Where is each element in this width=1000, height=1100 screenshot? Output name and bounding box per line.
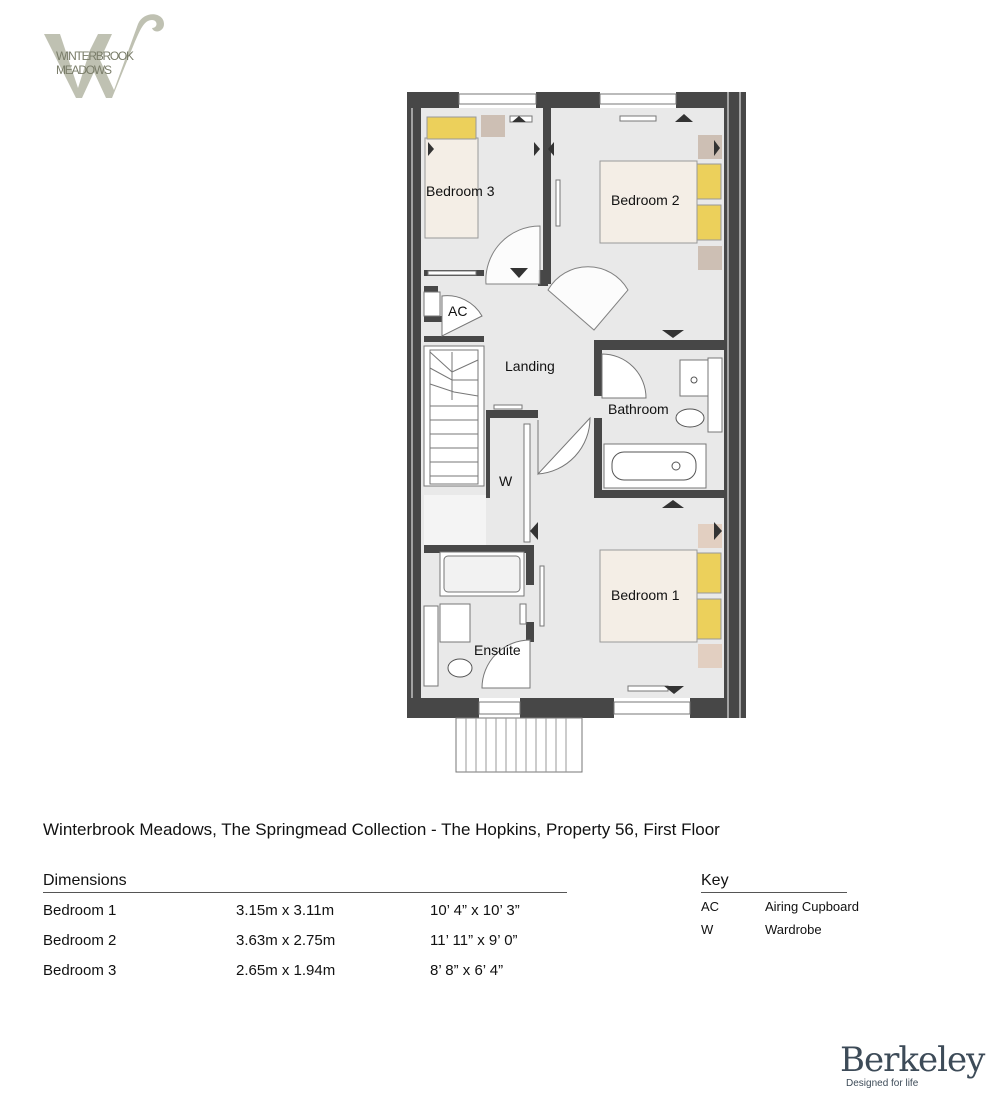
key-abbr: W	[701, 922, 714, 937]
dimensions-heading: Dimensions	[43, 872, 127, 889]
key-item	[701, 922, 941, 940]
key-desc: Airing Cupboard	[765, 899, 859, 914]
bedroom1-side-table-bottom	[698, 644, 722, 668]
staircase	[424, 346, 484, 486]
dimensions-divider	[43, 892, 567, 893]
dimension-imperial: 10’ 4” x 10’ 3”	[430, 902, 520, 919]
room-label-landing: Landing	[505, 358, 555, 374]
dimension-room: Bedroom 1	[43, 902, 117, 919]
brand-tagline: Designed for life	[846, 1078, 919, 1089]
bathroom-basin-tap	[691, 377, 697, 383]
key-item	[701, 899, 941, 917]
room-label-ac: AC	[448, 303, 468, 319]
dimension-room: Bedroom 3	[43, 962, 117, 979]
bedroom3-radiator	[428, 271, 476, 275]
ensuite-basin	[440, 604, 470, 642]
ensuite-toilet	[448, 659, 472, 677]
bedroom2-pillow-top	[697, 164, 721, 199]
bedroom1-radiator	[628, 686, 668, 691]
bath-plug	[672, 462, 680, 470]
bedroom2-radiator	[620, 116, 656, 121]
bathroom-toilet	[676, 409, 704, 427]
bedroom2-side-table-bottom	[698, 246, 722, 270]
room-label-bedroom3: Bedroom 3	[426, 183, 495, 199]
dimension-imperial: 8’ 8” x 6’ 4”	[430, 962, 504, 979]
outside-steps	[456, 718, 582, 772]
key-desc: Wardrobe	[765, 922, 822, 937]
dimension-metric: 2.65m x 1.94m	[236, 962, 336, 979]
room-label-bedroom1: Bedroom 1	[611, 587, 680, 603]
key-heading: Key	[701, 872, 729, 889]
berkeley-logo	[840, 1040, 985, 1092]
bedroom1-pillow-top	[697, 553, 721, 593]
dimension-metric: 3.15m x 3.11m	[236, 902, 335, 919]
ensuite-cistern	[424, 606, 438, 686]
dimension-room: Bedroom 2	[43, 932, 117, 949]
bathroom-cistern	[708, 358, 722, 432]
key-abbr: AC	[701, 899, 720, 914]
logo-text-line2: MEADOWS	[56, 63, 112, 77]
room-label-bathroom: Bathroom	[608, 401, 669, 417]
logo-text-line1: WINTERBROOK	[56, 49, 134, 63]
dimension-row	[43, 902, 603, 922]
storage-alcove	[424, 495, 486, 545]
room-label-ensuite: Ensuite	[474, 642, 521, 658]
bedroom3-pillow	[427, 117, 476, 139]
bedroom1-pillow-bottom	[697, 599, 721, 639]
dimension-metric: 3.63m x 2.75m	[236, 932, 336, 949]
bedroom2-pillow-bottom	[697, 205, 721, 240]
dimension-row	[43, 962, 603, 982]
dimension-imperial: 11’ 11” x 9’ 0”	[430, 932, 518, 949]
page-title: Winterbrook Meadows, The Springmead Collection - The Hopkins, Property 56, First Floor	[43, 820, 720, 839]
brand-name: Berkeley	[840, 1040, 985, 1080]
bedroom3-side-table	[481, 115, 505, 137]
room-label-wardrobe: W	[499, 473, 513, 489]
room-label-bedroom2: Bedroom 2	[611, 192, 680, 208]
landing-radiator	[494, 405, 522, 409]
ensuite-shower-tray	[444, 556, 520, 592]
key-divider	[701, 892, 847, 893]
dimension-row	[43, 932, 603, 952]
ac-tank	[424, 292, 440, 316]
bath-inner	[612, 452, 696, 480]
